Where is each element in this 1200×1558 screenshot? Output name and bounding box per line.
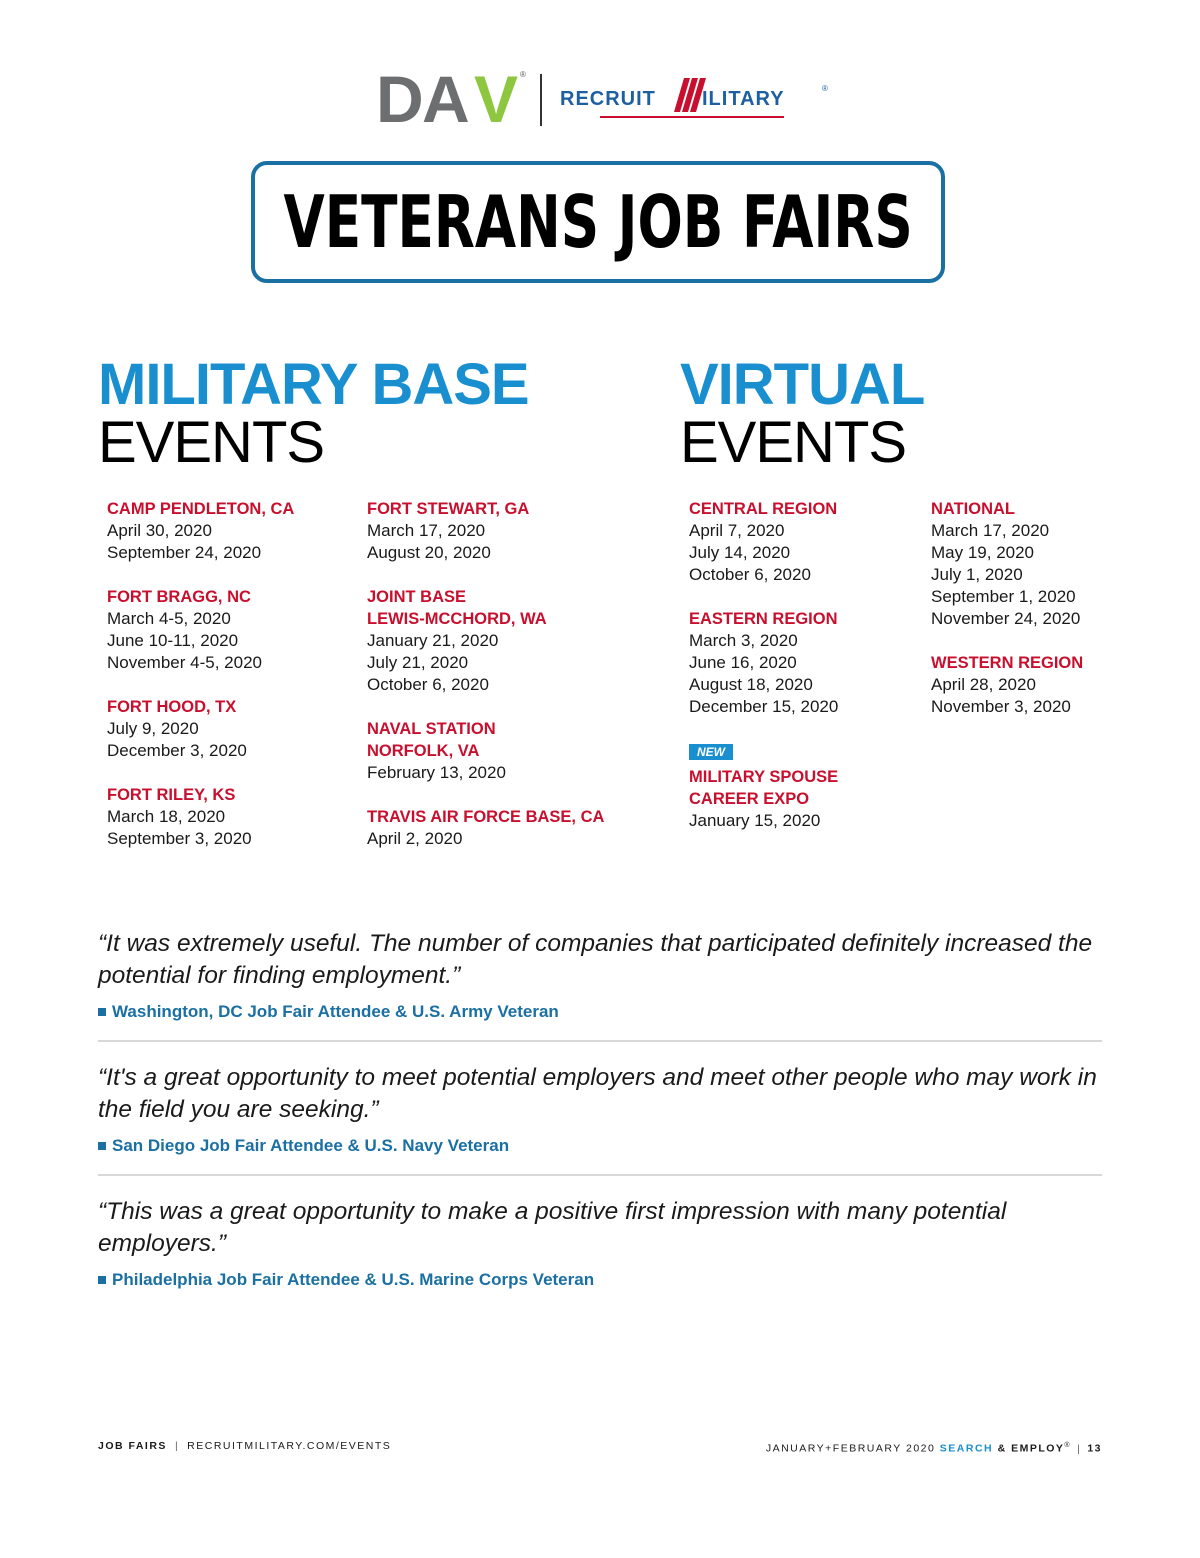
footer-magazine-search: SEARCH <box>939 1442 994 1455</box>
testimonial-attribution-text: Philadelphia Job Fair Attendee & U.S. Marine Corps Veteran <box>112 1270 595 1289</box>
divider <box>98 1174 1102 1176</box>
event-date: September 3, 2020 <box>107 829 252 848</box>
event-date: September 1, 2020 <box>931 587 1076 606</box>
event-date: March 18, 2020 <box>107 807 226 826</box>
dav-logo <box>376 62 524 136</box>
event-date: December 3, 2020 <box>107 741 247 760</box>
event-location-name: TRAVIS AIR FORCE BASE, CA <box>367 808 605 826</box>
events-column-virtual-1 <box>689 498 919 854</box>
event-location-name: EASTERN REGION <box>689 610 838 628</box>
event-location-name: LEWIS-MCCHORD, WA <box>367 610 547 628</box>
events-column-virtual-2 <box>931 498 1171 740</box>
dav-letter-v: V <box>474 62 517 136</box>
divider <box>98 1040 1102 1042</box>
event-date: April 30, 2020 <box>107 521 212 540</box>
event-date: July 9, 2020 <box>107 719 199 738</box>
testimonials <box>98 928 1102 1290</box>
square-bullet-icon <box>98 1142 106 1150</box>
event-location-name: FORT RILEY, KS <box>107 786 236 804</box>
footer-separator: | <box>1077 1442 1082 1455</box>
event-entry <box>931 498 1171 630</box>
events-column-military-2 <box>367 498 667 872</box>
event-location-name: NAVAL STATION <box>367 720 496 738</box>
virtual-heading-line2: EVENTS <box>680 410 907 475</box>
event-date: June 16, 2020 <box>689 653 797 672</box>
title-box <box>251 161 945 283</box>
event-date: July 14, 2020 <box>689 543 791 562</box>
event-location-name: CAMP PENDLETON, CA <box>107 500 295 518</box>
event-entry <box>367 586 667 696</box>
event-date: November 4-5, 2020 <box>107 653 262 672</box>
event-date: May 19, 2020 <box>931 543 1035 562</box>
testimonial-attribution <box>98 1270 1102 1290</box>
event-date: January 21, 2020 <box>367 631 499 650</box>
event-date: January 15, 2020 <box>689 811 821 830</box>
event-date: April 28, 2020 <box>931 675 1036 694</box>
event-location-name: NATIONAL <box>931 500 1016 518</box>
square-bullet-icon <box>98 1276 106 1284</box>
event-date: March 17, 2020 <box>931 521 1050 540</box>
event-date: June 10-11, 2020 <box>107 631 239 650</box>
dav-letter-d: D <box>376 62 422 136</box>
event-location-name: NORFOLK, VA <box>367 742 480 760</box>
testimonial-quote: “It's a great opportunity to meet potential employers and meet other people who may work in the field you are seeking.” <box>98 1064 1097 1123</box>
testimonial-quote: “This was a great opportunity to make a positive first impression with many potential employers.” <box>98 1198 1007 1257</box>
event-location-name: MILITARY SPOUSE <box>689 768 839 786</box>
event-entry <box>367 806 667 850</box>
event-entry <box>367 498 667 564</box>
rm-underline <box>600 116 784 118</box>
testimonial-attribution-text: Washington, DC Job Fair Attendee & U.S. Army Veteran <box>112 1002 559 1021</box>
testimonial <box>98 928 1102 1022</box>
testimonial-quote: “It was extremely useful. The number of companies that participated definitely increased the potential for finding employment.” <box>98 930 1093 989</box>
footer-issue: JANUARY+FEBRUARY 2020 <box>765 1442 936 1455</box>
testimonial-attribution-text: San Diego Job Fair Attendee & U.S. Navy Veteran <box>112 1136 510 1155</box>
rm-registered-mark: ® <box>822 84 828 93</box>
event-date: November 3, 2020 <box>931 697 1071 716</box>
testimonial <box>98 1062 1102 1156</box>
dav-letter-a: A <box>422 62 468 136</box>
military-base-heading-line2: EVENTS <box>98 410 325 475</box>
military-base-heading <box>98 352 529 475</box>
event-date: November 24, 2020 <box>931 609 1081 628</box>
footer-separator: | <box>174 1440 180 1452</box>
footer-section-label: JOB FAIRS <box>98 1440 167 1452</box>
page-number: 13 <box>1087 1442 1102 1455</box>
event-location-name: FORT STEWART, GA <box>367 500 530 518</box>
event-date: December 15, 2020 <box>689 697 839 716</box>
event-location-name: JOINT BASE <box>367 588 467 606</box>
page-title: VETERANS JOB FAIRS <box>283 180 913 264</box>
event-entry <box>931 652 1171 718</box>
new-badge: NEW <box>689 744 733 760</box>
event-date: March 3, 2020 <box>689 631 798 650</box>
footer-registered-mark: ® <box>1064 1442 1072 1449</box>
event-entry <box>107 696 357 762</box>
event-date: March 4-5, 2020 <box>107 609 231 628</box>
event-entry <box>107 586 357 674</box>
event-date: October 6, 2020 <box>689 565 811 584</box>
recruit-military-logo <box>560 82 840 122</box>
event-date: February 13, 2020 <box>367 763 506 782</box>
event-date: September 24, 2020 <box>107 543 262 562</box>
dav-registered-mark: ® <box>520 70 526 79</box>
footer-magazine-employ: & EMPLOY <box>997 1442 1065 1455</box>
event-location-name: CENTRAL REGION <box>689 500 838 518</box>
events-column-military-1 <box>107 498 357 872</box>
event-date: April 2, 2020 <box>367 829 463 848</box>
logo-row <box>0 62 1200 136</box>
rm-logo-left-text: RECRUIT <box>560 88 656 110</box>
event-entry <box>689 740 919 832</box>
event-location-name: WESTERN REGION <box>931 654 1084 672</box>
testimonial-attribution <box>98 1002 1102 1022</box>
rm-logo-right-text: ILITARY <box>702 88 785 110</box>
event-date: July 21, 2020 <box>367 653 469 672</box>
virtual-heading <box>680 352 925 475</box>
testimonial <box>98 1196 1102 1290</box>
event-entry <box>107 784 357 850</box>
footer-left <box>98 1440 391 1452</box>
event-date: October 6, 2020 <box>367 675 489 694</box>
event-date: March 17, 2020 <box>367 521 486 540</box>
event-location-name: CAREER EXPO <box>689 790 810 808</box>
event-entry <box>367 718 667 784</box>
event-entry <box>689 498 919 586</box>
event-entry <box>689 608 919 718</box>
virtual-heading-line1: VIRTUAL <box>680 352 925 417</box>
footer-url[interactable]: RECRUITMILITARY.COM/EVENTS <box>187 1440 392 1452</box>
event-date: April 7, 2020 <box>689 521 785 540</box>
square-bullet-icon <box>98 1008 106 1016</box>
logo-divider <box>540 74 542 126</box>
event-date: August 18, 2020 <box>689 675 813 694</box>
event-date: July 1, 2020 <box>931 565 1023 584</box>
footer-right <box>766 1442 1102 1455</box>
event-date: August 20, 2020 <box>367 543 491 562</box>
military-base-heading-line1: MILITARY BASE <box>98 352 529 417</box>
event-location-name: FORT HOOD, TX <box>107 698 237 716</box>
testimonial-attribution <box>98 1136 1102 1156</box>
event-entry <box>107 498 357 564</box>
event-location-name: FORT BRAGG, NC <box>107 588 251 606</box>
